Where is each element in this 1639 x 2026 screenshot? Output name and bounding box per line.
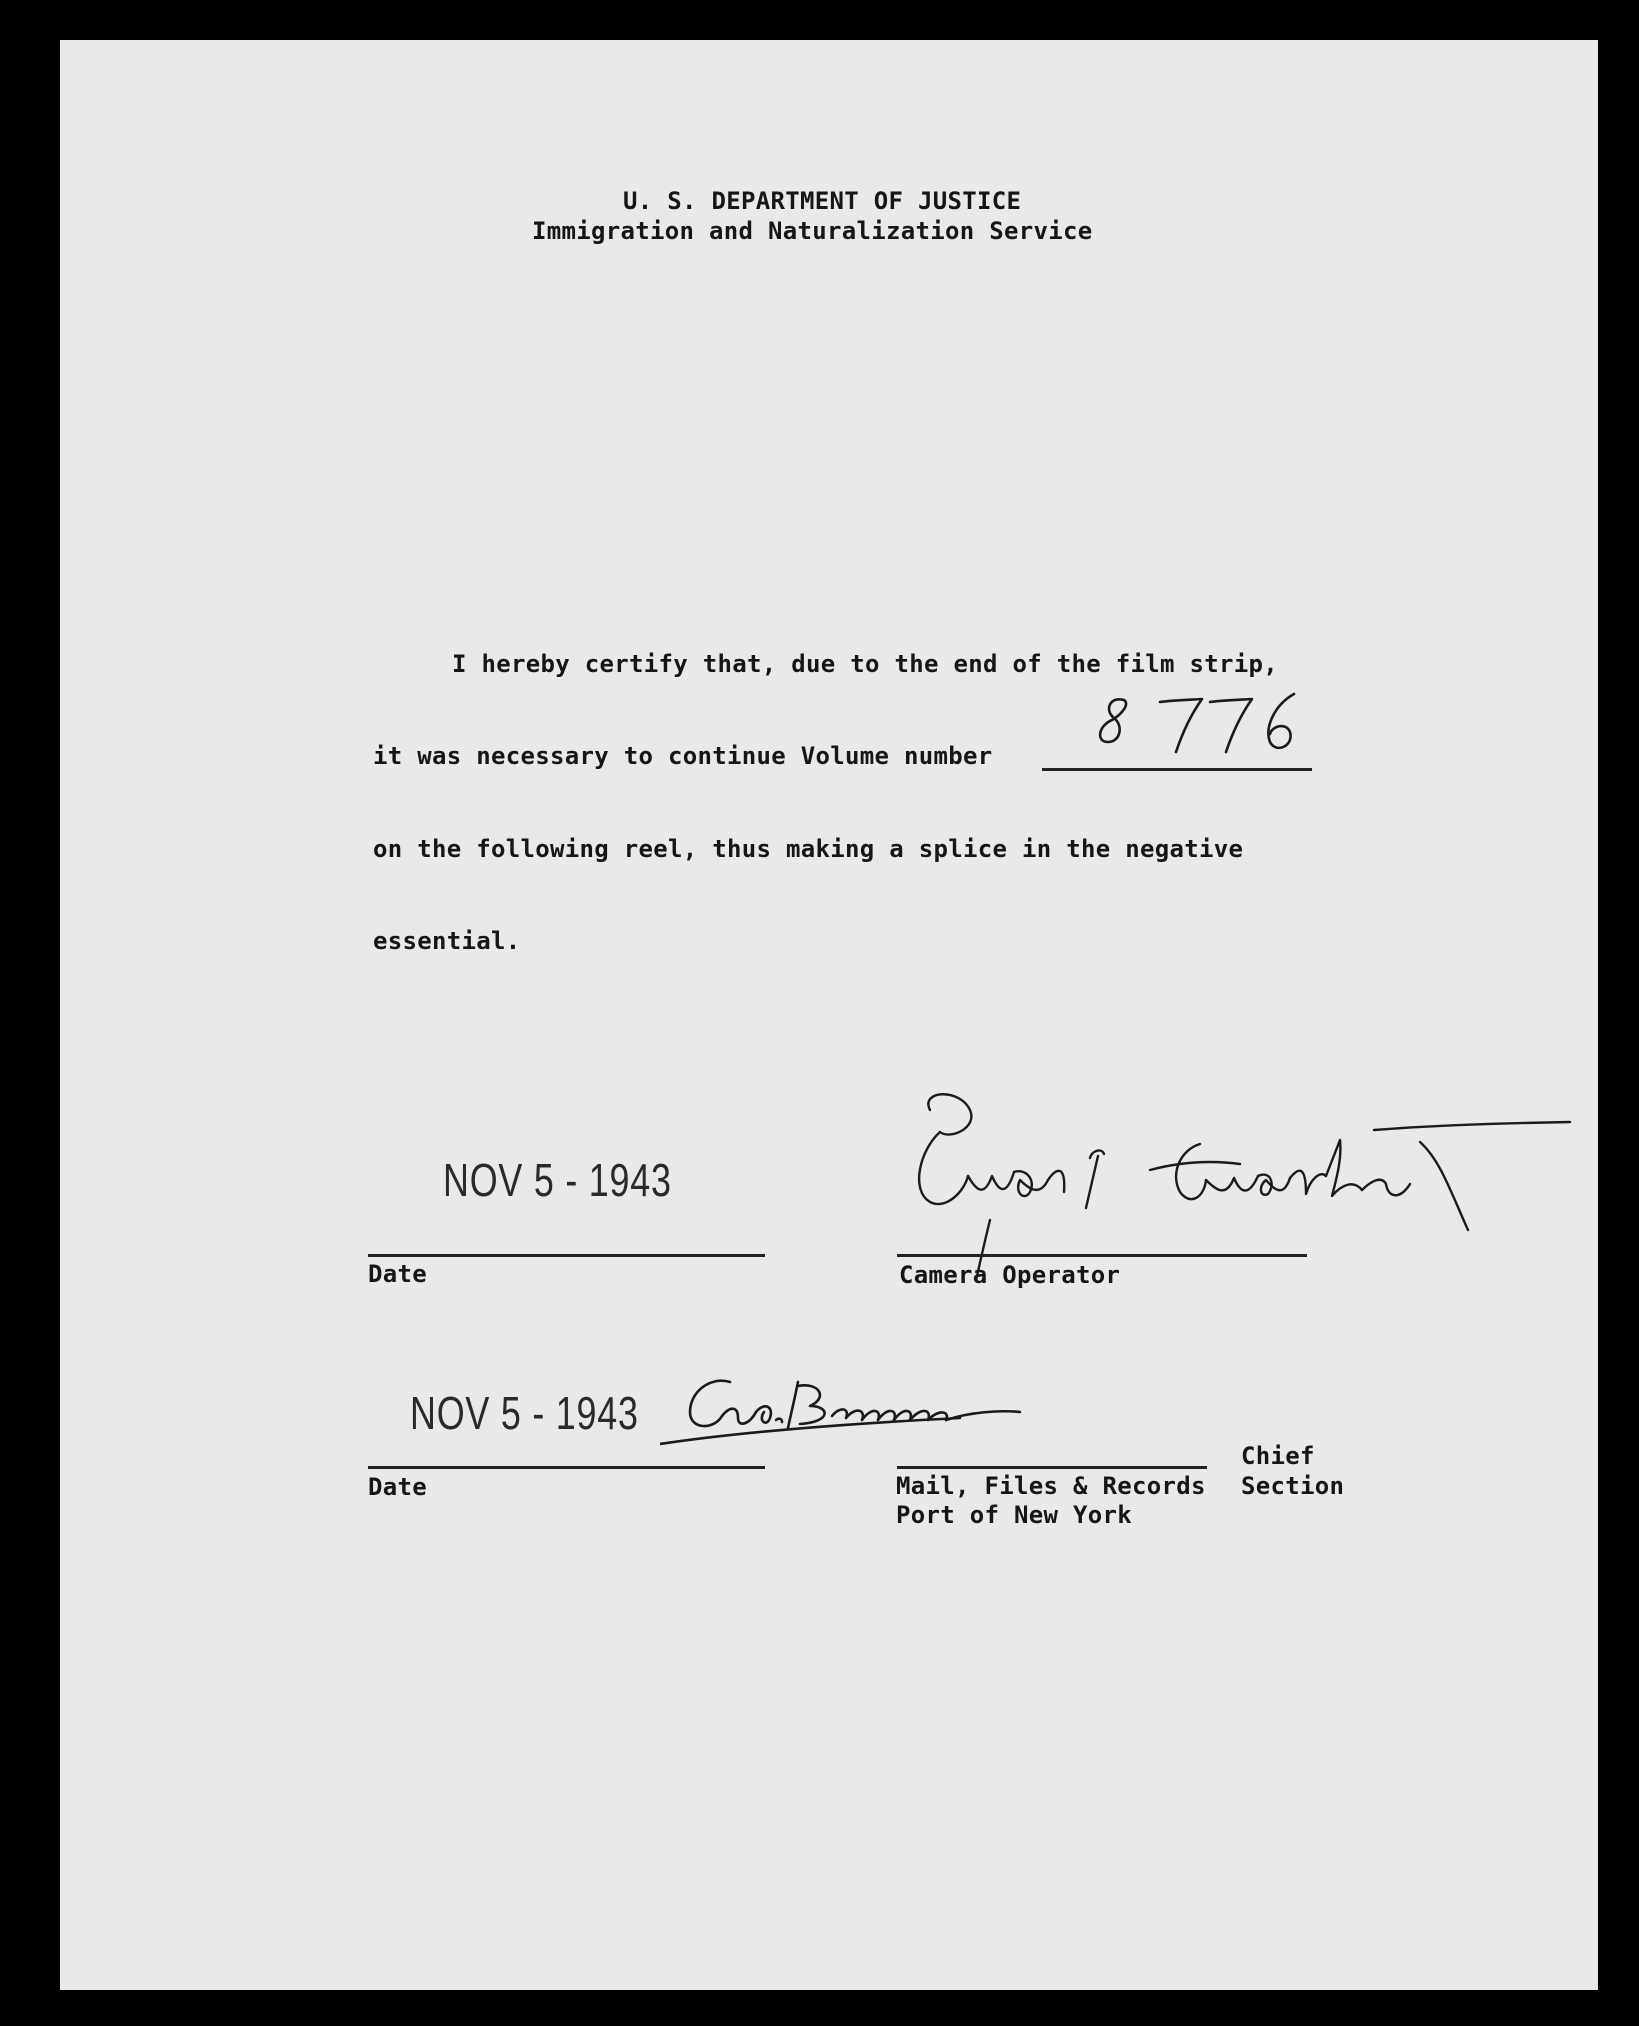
chief-signature <box>660 1362 1120 1452</box>
certification-line-3: on the following reel, thus making a splice in the negative <box>373 835 1244 863</box>
camera-operator-signature <box>880 1080 1580 1280</box>
date-underline-1 <box>368 1254 765 1257</box>
chief-signature-underline <box>897 1466 1207 1469</box>
document-page <box>60 40 1598 1990</box>
header-department: U. S. DEPARTMENT OF JUSTICE <box>623 187 1022 215</box>
title-chief: Chief <box>1241 1442 1315 1470</box>
date-underline-2 <box>368 1466 765 1469</box>
volume-number-handwritten <box>1090 686 1310 776</box>
date-label-2: Date <box>368 1473 427 1501</box>
date-label-1: Date <box>368 1260 427 1288</box>
certification-line-1: I hereby certify that, due to the end of the film strip, <box>452 650 1278 678</box>
title-section: Section <box>1241 1472 1345 1500</box>
date-stamp-2: NOV 5 - 1943 <box>410 1387 639 1439</box>
title-port-of-new-york: Port of New York <box>896 1501 1132 1529</box>
date-stamp-1: NOV 5 - 1943 <box>443 1154 672 1206</box>
camera-operator-label: Camera Operator <box>899 1261 1121 1289</box>
header-service: Immigration and Naturalization Service <box>532 217 1093 245</box>
certification-line-4: essential. <box>373 927 521 955</box>
title-mail-files-records: Mail, Files & Records <box>896 1472 1206 1500</box>
camera-operator-underline <box>897 1254 1307 1257</box>
certification-line-2: it was necessary to continue Volume number <box>373 742 993 770</box>
